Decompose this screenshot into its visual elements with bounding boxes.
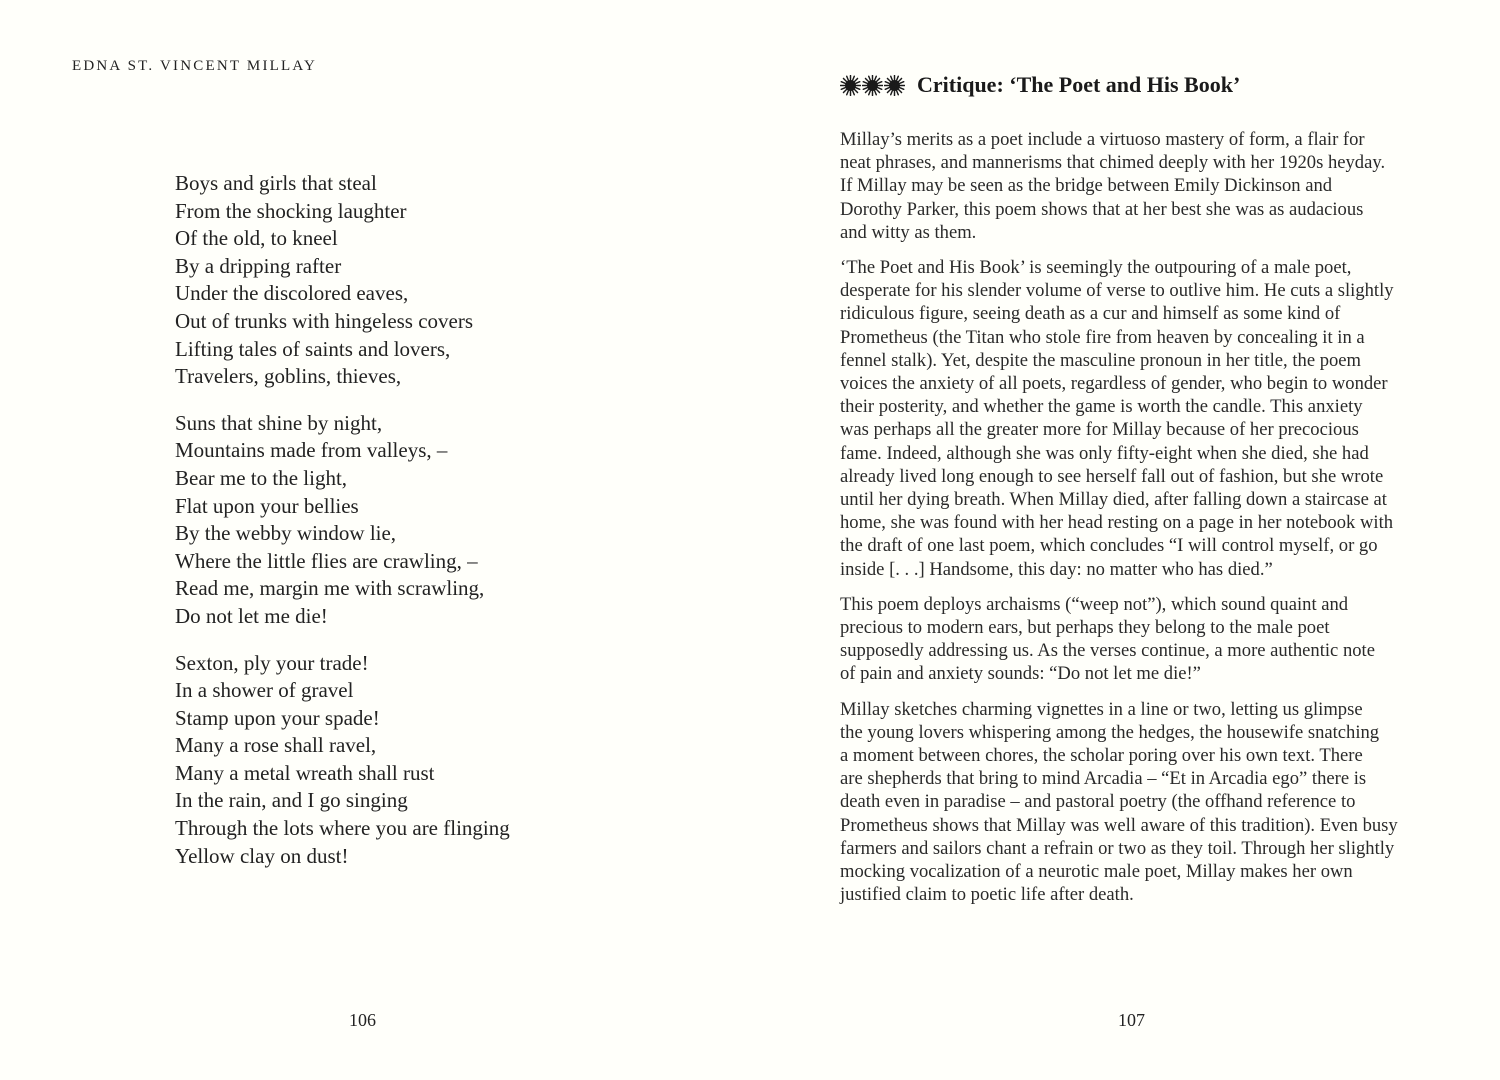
poem-line: Mountains made from valleys, – [175, 438, 448, 463]
text-line: fame. Indeed, although she was only fifty-eight when she died, she had [840, 442, 1369, 464]
poem-line: Out of trunks with hingeless covers [175, 308, 474, 333]
poem-line: Of the old, to kneel [175, 226, 338, 251]
text-line: Millay sketches charming vignettes in a line or two, letting us glimpse [840, 698, 1363, 720]
text-line: fennel stalk). Yet, despite the masculine pronoun in her title, the poem [840, 349, 1362, 371]
poem-line: Under the discolored eaves, [175, 281, 409, 306]
poem-line: Boys and girls that steal [175, 171, 377, 195]
text-line: Millay’s merits as a poet include a virtuoso mastery of form, a flair for [840, 129, 1365, 150]
poem-line: Do not let me die! [175, 603, 328, 628]
text-line: justified claim to poetic life after death. [840, 884, 1134, 906]
text-line: are shepherds that bring to mind Arcadia – “Et in Arcadia ego” there is [840, 768, 1367, 790]
text-line: If Millay may be seen as the bridge between Emily Dickinson and [840, 175, 1333, 197]
text-line: precious to modern ears, but perhaps they belong to the male poet [840, 617, 1330, 639]
text-line: This poem deploys archaisms (“weep not”), which sound quaint and [840, 593, 1349, 615]
text-line: desperate for his slender volume of verse to outlive him. He cuts a slightly [840, 280, 1394, 302]
poem-line: Yellow clay on dust! [175, 843, 349, 868]
section-heading [840, 72, 1240, 98]
text-line: mocking vocalization of a neurotic male poet, Millay makes her own [840, 861, 1353, 883]
critique-paragraph-3 [840, 593, 1440, 686]
critique-paragraph-2 [840, 256, 1440, 581]
poem-stanza-3 [175, 650, 510, 871]
text-line: until her dying breath. When Millay died, after falling down a staircase at [840, 489, 1387, 511]
page-number-right: 107 [1118, 1010, 1145, 1030]
poem-stanza-1 [175, 170, 510, 391]
poem-line: Where the little flies are crawling, – [175, 548, 478, 573]
text-line: Prometheus (the Titan who stole fire from heaven by concealing it in a [840, 326, 1365, 348]
poem-line: Lifting tales of saints and lovers, [175, 336, 451, 361]
text-line: death even in paradise – and pastoral poetry (the offhand reference to [840, 791, 1356, 813]
text-line: the draft of one last poem, which concludes “I will control myself, or go [840, 535, 1378, 557]
poem-line: From the shocking laughter [175, 198, 407, 223]
poem-line: Bear me to the light, [175, 465, 348, 490]
text-line: already lived long enough to see herself fall out of fashion, but she wrote [840, 465, 1384, 487]
poem-line: Sexton, ply your trade! [175, 650, 369, 675]
text-line: was perhaps all the greater more for Millay because of her precocious [840, 419, 1359, 441]
poem-line: Stamp upon your spade! [175, 705, 380, 730]
text-line: home, she was found with her head resting on a page in her notebook with [840, 512, 1394, 534]
text-line: ‘The Poet and His Book’ is seemingly the outpouring of a male poet, [840, 257, 1352, 279]
text-line: Prometheus shows that Millay was well aware of this tradition). Even busy [840, 814, 1398, 836]
poem-line: Through the lots where you are flinging [175, 816, 510, 841]
critique-body [840, 128, 1440, 919]
text-line: their posterity, and whether the game is worth the candle. This anxiety [840, 396, 1363, 418]
text-line: neat phrases, and mannerisms that chimed deeply with her 1920s heyday. [840, 152, 1386, 174]
text-line: voices the anxiety of all poets, regardless of gender, who begin to wonder [840, 373, 1388, 395]
text-line: farmers and sailors chant a refrain or two as they toil. Through her slightly [840, 837, 1395, 859]
three-starburst-icon [840, 75, 905, 96]
right-page [750, 0, 1500, 1080]
text-line: inside [. . .] Handsome, this day: no matter who has died.” [840, 558, 1273, 580]
poem-line: In the rain, and I go singing [175, 788, 408, 813]
text-line: the young lovers whispering among the hedges, the housewife snatching [840, 721, 1380, 743]
poem-text [175, 170, 510, 889]
page-number-left: 106 [349, 1010, 376, 1030]
critique-paragraph-4 [840, 698, 1440, 907]
starburst-icon [862, 75, 883, 96]
running-head-author: EDNA ST. VINCENT MILLAY [72, 58, 318, 74]
text-line: and witty as them. [840, 221, 977, 243]
text-line: ridiculous figure, seeing death as a cur and himself as some kind of [840, 303, 1341, 325]
text-line: supposedly addressing us. As the verses continue, a more authentic note [840, 640, 1375, 662]
text-line: Dorothy Parker, this poem shows that at her best she was as audacious [840, 198, 1364, 220]
starburst-icon [840, 75, 861, 96]
poem-line: Many a rose shall ravel, [175, 733, 377, 758]
text-line: of pain and anxiety sounds: “Do not let me die!” [840, 663, 1201, 685]
poem-line: Flat upon your bellies [175, 493, 359, 518]
poem-stanza-2 [175, 410, 510, 631]
poem-line: Suns that shine by night, [175, 410, 383, 435]
poem-line: By the webby window lie, [175, 521, 397, 546]
critique-paragraph-1 [840, 128, 1440, 244]
starburst-icon [884, 75, 905, 96]
poem-line: Read me, margin me with scrawling, [175, 576, 485, 601]
poem-line: In a shower of gravel [175, 678, 354, 703]
poem-line: Many a metal wreath shall rust [175, 760, 435, 785]
poem-line: By a dripping rafter [175, 253, 342, 278]
section-title: Critique: ‘The Poet and His Book’ [917, 72, 1241, 97]
text-line: a moment between chores, the scholar poring over his own text. There [840, 745, 1363, 767]
poem-line: Travelers, goblins, thieves, [175, 364, 402, 389]
